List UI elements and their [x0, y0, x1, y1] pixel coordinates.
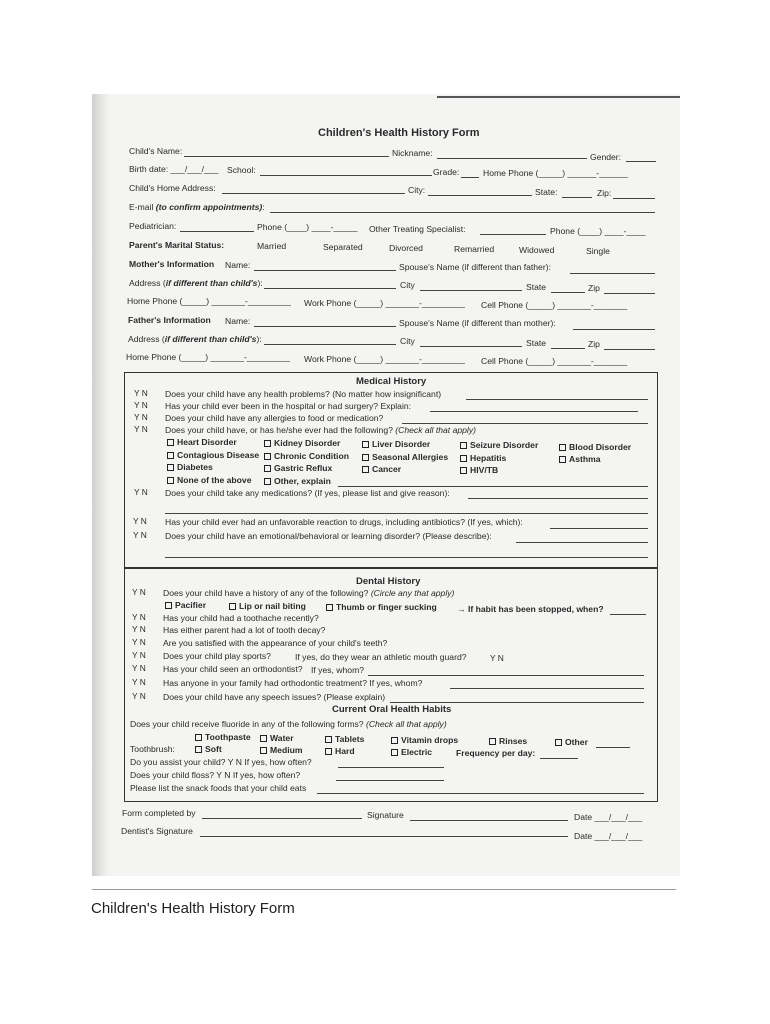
checkbox-icon[interactable] — [229, 603, 236, 610]
signature-line[interactable] — [410, 820, 568, 821]
medical-q3-line[interactable] — [402, 423, 648, 424]
gender-label: Gender: — [590, 152, 622, 162]
school-line[interactable] — [260, 175, 432, 176]
dental-q6-line[interactable] — [368, 675, 644, 676]
medical-q3-yn[interactable]: Y N — [134, 412, 148, 422]
birth-date-label: Birth date: ___/___/___ — [129, 164, 219, 174]
medical-q7-line2[interactable] — [165, 557, 648, 558]
medical-q7-yn[interactable]: Y N — [133, 530, 147, 540]
checkbox-icon[interactable] — [195, 746, 202, 753]
checkbox-icon[interactable] — [195, 734, 202, 741]
marital-option-married[interactable]: Married — [257, 241, 287, 251]
condition-liver[interactable]: Liver Disorder — [362, 439, 430, 449]
father-state-line[interactable] — [551, 348, 585, 349]
condition-heart[interactable]: Heart Disorder — [167, 437, 237, 447]
mother-work-phone: Work Phone (_____) _______-_________ — [304, 298, 465, 308]
medical-q6: Has your child ever had an unfavorable reaction to drugs, including antibiotics? (If yes, which): — [165, 517, 523, 527]
marital-option-remarried[interactable]: Remarried — [454, 244, 495, 254]
caption-divider — [92, 889, 676, 890]
dental-q3-yn[interactable]: Y N — [132, 624, 146, 634]
dentist-signature-label: Dentist's Signature — [121, 826, 193, 836]
dental-q6: Has your child seen an orthodontist? — [163, 664, 303, 674]
school-label: School: — [227, 165, 256, 175]
toothbrush-label: Toothbrush: — [130, 744, 175, 754]
floss-line[interactable] — [336, 780, 444, 781]
completed-date: Date ___/___/___ — [574, 812, 643, 822]
condition-none[interactable]: None of the above — [167, 475, 252, 485]
frequency-label: Frequency per day: — [456, 748, 536, 758]
dentist-date: Date ___/___/___ — [574, 831, 643, 841]
scanned-form — [92, 94, 680, 876]
condition-cancer[interactable]: Cancer — [362, 464, 401, 474]
marital-option-single[interactable]: Single — [586, 246, 610, 256]
checkbox-icon[interactable] — [264, 453, 271, 460]
condition-hiv-tb[interactable]: HIV/TB — [460, 465, 498, 475]
mother-home-phone: Home Phone (_____) _______-_________ — [127, 296, 291, 306]
mother-address-label: Address (if different than child's): — [129, 278, 263, 288]
marital-option-separated[interactable]: Separated — [323, 242, 363, 252]
checkbox-icon[interactable] — [165, 602, 172, 609]
father-zip-label: Zip — [588, 339, 600, 349]
checkbox-icon[interactable] — [362, 454, 369, 461]
checkbox-icon[interactable] — [325, 736, 332, 743]
medical-q7-line[interactable] — [516, 542, 648, 543]
marital-status-label: Parent's Marital Status: — [129, 240, 225, 250]
top-rule — [437, 96, 680, 98]
brush-soft[interactable]: Soft — [195, 744, 222, 754]
dental-q4: Are you satisfied with the appearance of your child's teeth? — [163, 638, 388, 648]
gender-line[interactable] — [626, 161, 656, 162]
mother-city-label: City — [400, 280, 415, 290]
pediatrician-phone: Phone (____) ____-_____ — [257, 222, 358, 232]
mother-spouse-label: Spouse's Name (if different than father): — [399, 262, 551, 272]
dental-q8-yn[interactable]: Y N — [132, 691, 146, 701]
mother-info-label: Mother's Information — [129, 259, 215, 269]
nickname-line[interactable] — [437, 158, 587, 159]
city-line[interactable] — [428, 195, 532, 196]
nickname-label: Nickname: — [392, 148, 433, 158]
floss-question: Does your child floss? Y N If yes, how often? — [130, 770, 301, 780]
city-label: City: — [408, 185, 426, 195]
dental-q6-yn[interactable]: Y N — [132, 663, 146, 673]
assist-line[interactable] — [338, 767, 444, 768]
checkbox-icon[interactable] — [167, 477, 174, 484]
checkbox-icon[interactable] — [260, 747, 267, 754]
brush-hard[interactable]: Hard — [325, 746, 355, 756]
condition-chronic[interactable]: Chronic Condition — [264, 451, 349, 461]
state-line[interactable] — [562, 197, 592, 198]
dental-q3: Has either parent had a lot of tooth decay? — [163, 625, 326, 635]
form-completed-by-label: Form completed by — [122, 808, 196, 818]
condition-other[interactable]: Other, explain — [264, 476, 331, 486]
medical-q1: Does your child have any health problems? (No matter how insignificant) — [165, 389, 442, 399]
pediatrician-label: Pediatrician: — [129, 221, 177, 231]
father-home-phone: Home Phone (_____) _______-_________ — [126, 352, 290, 362]
dental-q8-line[interactable] — [390, 702, 644, 703]
dental-q1: Does your child have a history of any of the following? (Circle any that apply) — [163, 588, 455, 598]
frequency-line[interactable] — [540, 758, 578, 759]
checkbox-icon[interactable] — [325, 748, 332, 755]
dental-history-title: Dental History — [356, 576, 421, 587]
medical-q7: Does your child have an emotional/behavioral or learning disorder? (Please describe): — [165, 531, 492, 541]
condition-seizure[interactable]: Seizure Disorder — [460, 440, 538, 450]
home-address-line[interactable] — [222, 193, 405, 194]
checkbox-icon[interactable] — [555, 739, 562, 746]
marital-option-divorced[interactable]: Divorced — [389, 243, 423, 253]
dental-q5-yn[interactable]: Y N — [132, 650, 146, 660]
medical-q6-yn[interactable]: Y N — [133, 516, 147, 526]
medical-q1-yn[interactable]: Y N — [134, 388, 148, 398]
email-label: E-mail (to confirm appointments): — [129, 202, 265, 212]
signature-label: Signature — [367, 810, 404, 820]
checkbox-icon[interactable] — [489, 738, 496, 745]
dental-q7: Has anyone in your family had orthodontic treatment? If yes, whom? — [163, 678, 423, 688]
dental-q7-line[interactable] — [450, 688, 644, 689]
checkbox-icon[interactable] — [326, 604, 333, 611]
other-specialist-label: Other Treating Specialist: — [369, 224, 466, 234]
childs-name-line[interactable] — [184, 156, 389, 157]
father-cell-phone: Cell Phone (_____) _______-_______ — [481, 356, 628, 366]
checkbox-icon[interactable] — [264, 465, 271, 472]
habit-stopped-line[interactable] — [610, 614, 646, 615]
father-address-label: Address (if different than child's): — [128, 334, 262, 344]
document-caption: Children's Health History Form — [91, 900, 295, 917]
zip-label: Zip: — [597, 188, 612, 198]
dental-q2: Has your child had a toothache recently? — [163, 613, 319, 623]
condition-diabetes[interactable]: Diabetes — [167, 462, 213, 472]
medical-q4: Does your child have, or has he/she ever had the following? (Check all that apply) — [165, 425, 476, 435]
father-name-line[interactable] — [254, 326, 396, 327]
fluoride-vitamin-drops[interactable]: Vitamin drops — [391, 735, 458, 745]
checkbox-icon[interactable] — [559, 456, 566, 463]
father-spouse-label: Spouse's Name (if different than mother): — [399, 318, 556, 328]
dental-q1-yn[interactable]: Y N — [132, 587, 146, 597]
medical-q2: Has your child ever been in the hospital or had surgery? Explain: — [165, 401, 412, 411]
habit-pacifier[interactable]: Pacifier — [165, 600, 206, 610]
dental-q5b: If yes, do they wear an athletic mouth guard? — [295, 652, 467, 662]
father-city-line[interactable] — [420, 346, 522, 347]
mother-spouse-line[interactable] — [570, 273, 655, 274]
mother-state-line[interactable] — [551, 292, 585, 293]
checkbox-icon[interactable] — [264, 478, 271, 485]
fluoride-rinses[interactable]: Rinses — [489, 736, 527, 746]
mother-cell-phone: Cell Phone (_____) _______-_______ — [481, 300, 628, 310]
checkbox-icon[interactable] — [167, 439, 174, 446]
checkbox-icon[interactable] — [391, 749, 398, 756]
mother-name-line[interactable] — [254, 270, 396, 271]
form-title: Children's Health History Form — [318, 127, 480, 139]
scan-shadow — [92, 94, 108, 876]
father-address-line[interactable] — [264, 344, 396, 345]
dental-q5: Does your child play sports? — [163, 651, 271, 661]
medical-history-title: Medical History — [356, 376, 427, 387]
grade-line[interactable] — [461, 177, 479, 178]
habit-thumb-sucking[interactable]: Thumb or finger sucking — [326, 602, 437, 612]
brush-medium[interactable]: Medium — [260, 745, 302, 755]
email-line[interactable] — [270, 212, 655, 213]
checkbox-icon[interactable] — [260, 735, 267, 742]
fluoride-toothpaste[interactable]: Toothpaste — [195, 732, 251, 742]
dental-q6b: If yes, whom? — [311, 665, 365, 675]
checkbox-icon[interactable] — [391, 737, 398, 744]
fluoride-other[interactable]: Other — [555, 737, 588, 747]
fluoride-tablets[interactable]: Tablets — [325, 734, 364, 744]
medical-q3: Does your child have any allergies to food or medication? — [165, 413, 384, 423]
home-phone-label: Home Phone (_____) ______-______ — [483, 168, 628, 178]
mother-zip-line[interactable] — [604, 293, 655, 294]
childs-name-label: Child's Name: — [129, 146, 183, 156]
condition-other-line[interactable] — [338, 486, 648, 487]
father-spouse-line[interactable] — [573, 329, 655, 330]
condition-blood[interactable]: Blood Disorder — [559, 442, 631, 452]
medical-q4-yn[interactable]: Y N — [134, 424, 148, 434]
condition-gastric-reflux[interactable]: Gastric Reflux — [264, 463, 332, 473]
form-completed-by-line[interactable] — [202, 818, 362, 819]
fluoride-question: Does your child receive fluoride in any of the following forms? (Check all that apply) — [130, 719, 447, 729]
assist-question: Do you assist your child? Y N If yes, how often? — [130, 757, 312, 767]
checkbox-icon[interactable] — [167, 464, 174, 471]
medical-q2-line[interactable] — [430, 411, 638, 412]
marital-option-widowed[interactable]: Widowed — [519, 245, 555, 255]
oral-habits-title: Current Oral Health Habits — [332, 704, 452, 715]
checkbox-icon[interactable] — [460, 467, 467, 474]
fluoride-other-line[interactable] — [596, 747, 630, 748]
pediatrician-line[interactable] — [180, 231, 254, 232]
zip-line[interactable] — [613, 198, 655, 199]
condition-kidney[interactable]: Kidney Disorder — [264, 438, 340, 448]
checkbox-icon[interactable] — [362, 466, 369, 473]
habit-lip-nail-biting[interactable]: Lip or nail biting — [229, 601, 306, 611]
medical-q5-line[interactable] — [468, 498, 648, 499]
father-work-phone: Work Phone (_____) _______-_________ — [304, 354, 465, 364]
father-info-label: Father's Information — [128, 315, 211, 325]
snack-line[interactable] — [317, 793, 644, 794]
checkbox-icon[interactable] — [362, 441, 369, 448]
checkbox-icon[interactable] — [559, 444, 566, 451]
medical-q5: Does your child take any medications? (If yes, please list and give reason): — [165, 488, 450, 498]
state-label: State: — [535, 187, 558, 197]
dental-q4-yn[interactable]: Y N — [132, 637, 146, 647]
dental-q7-yn[interactable]: Y N — [132, 677, 146, 687]
condition-hepatitis[interactable]: Hepatitis — [460, 453, 506, 463]
medical-q2-yn[interactable]: Y N — [134, 400, 148, 410]
mother-city-line[interactable] — [420, 290, 522, 291]
specialist-phone: Phone (____) ____-____ — [550, 226, 646, 236]
dental-q8: Does your child have any speech issues? (Please explain) — [163, 692, 386, 702]
condition-contagious[interactable]: Contagious Disease — [167, 450, 259, 460]
grade-label: Grade: — [433, 167, 460, 177]
habit-stopped-label: → If habit has been stopped, when? — [457, 604, 604, 614]
mother-state-label: State — [526, 282, 547, 292]
dental-q5b-yn[interactable]: Y N — [490, 653, 504, 663]
condition-seasonal-allergies[interactable]: Seasonal Allergies — [362, 452, 448, 462]
brush-electric[interactable]: Electric — [391, 747, 432, 757]
medical-q1-line[interactable] — [466, 399, 648, 400]
fluoride-water[interactable]: Water — [260, 733, 294, 743]
father-name-label: Name: — [225, 316, 251, 326]
medical-q5-yn[interactable]: Y N — [134, 487, 148, 497]
other-specialist-line[interactable] — [480, 234, 546, 235]
dental-q2-yn[interactable]: Y N — [132, 612, 146, 622]
checkbox-icon[interactable] — [167, 452, 174, 459]
dentist-signature-line[interactable] — [200, 836, 568, 837]
checkbox-icon[interactable] — [460, 455, 467, 462]
mother-address-line[interactable] — [264, 288, 396, 289]
mother-name-label: Name: — [225, 260, 251, 270]
checkbox-icon[interactable] — [460, 442, 467, 449]
condition-asthma[interactable]: Asthma — [559, 454, 601, 464]
checkbox-icon[interactable] — [264, 440, 271, 447]
medical-q6-line[interactable] — [550, 528, 648, 529]
mother-zip-label: Zip — [588, 283, 600, 293]
snack-question: Please list the snack foods that your child eats — [130, 783, 307, 793]
medical-q5-line2[interactable] — [165, 513, 648, 514]
father-city-label: City — [400, 336, 415, 346]
home-address-label: Child's Home Address: — [129, 183, 216, 193]
father-zip-line[interactable] — [604, 349, 655, 350]
father-state-label: State — [526, 338, 547, 348]
